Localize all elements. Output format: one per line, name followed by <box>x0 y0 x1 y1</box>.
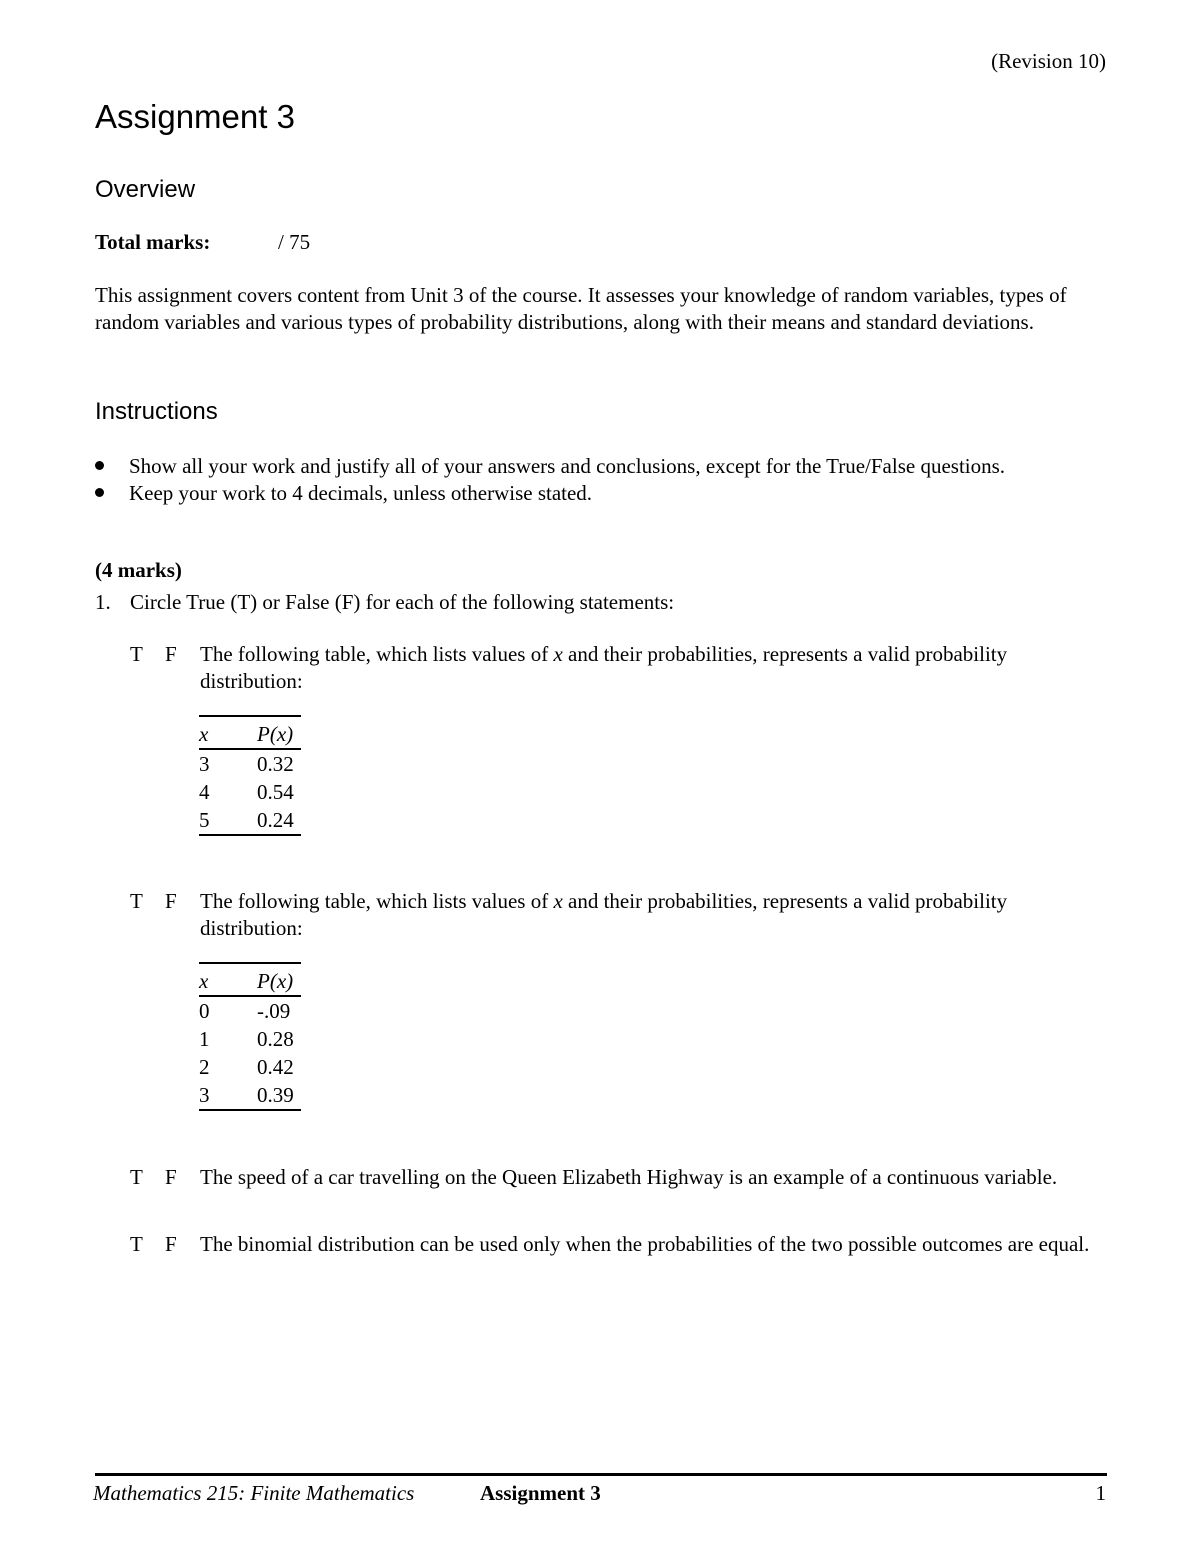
true-option[interactable]: T <box>130 889 143 913</box>
total-marks <box>95 230 310 255</box>
table-row: 0 -.09 <box>199 999 291 1023</box>
table-row: 2 0.42 <box>199 1055 294 1079</box>
table-header-px: P(x) <box>257 963 301 996</box>
page-number: 1 <box>1095 1481 1106 1505</box>
overview-heading: Overview <box>95 176 196 203</box>
statement-text: The speed of a car travelling on the Queen Elizabeth Highway is an example of a continuous variable. <box>200 1165 1058 1189</box>
bullet-icon <box>95 488 104 497</box>
probability-table-1 <box>199 715 301 836</box>
bullet-icon <box>95 461 104 470</box>
tf-statement-1 <box>130 641 1110 695</box>
question-number: 1. <box>95 590 111 614</box>
footer-assignment: Assignment 3 <box>480 1481 601 1505</box>
true-option[interactable]: T <box>130 1165 143 1189</box>
overview-description: This assignment covers content from Unit 3 of the course. It assesses your knowledge of random variables, types of random variables and various types of probability distributions, along with their means and standard deviations. <box>95 283 1067 334</box>
document-title: Assignment 3 <box>95 98 295 135</box>
question-marks: (4 marks) <box>95 558 182 582</box>
instructions-heading: Instructions <box>95 398 218 425</box>
instruction-item: Keep your work to 4 decimals, unless otherwise stated. <box>95 480 1110 507</box>
table-row: 5 0.24 <box>199 808 294 832</box>
probability-table-2 <box>199 962 301 1111</box>
question-prompt: 1. Circle True (T) or False (F) for each of the following statements: <box>95 590 675 614</box>
tf-statement-4 <box>130 1231 1110 1258</box>
table-row: 3 0.32 <box>199 752 294 776</box>
table-header-px: P(x) <box>257 716 301 749</box>
total-marks-label: Total marks: <box>95 230 211 254</box>
statement-text: The following table, which lists values of x and their probabilities, represents a valid probability distribution: <box>200 642 1008 693</box>
footer-course: Mathematics 215: Finite Mathematics <box>93 1481 415 1505</box>
total-marks-value: / 75 <box>278 230 311 254</box>
false-option[interactable]: F <box>165 642 177 666</box>
revision-label: (Revision 10) <box>991 49 1106 73</box>
false-option[interactable]: F <box>165 1232 177 1256</box>
table-row: 1 0.28 <box>199 1027 294 1051</box>
table-header-x: x <box>199 716 257 749</box>
true-option[interactable]: T <box>130 642 143 666</box>
false-option[interactable]: F <box>165 1165 177 1189</box>
table-row: 4 0.54 <box>199 780 294 804</box>
statement-text: The following table, which lists values of x and their probabilities, represents a valid probability distribution: <box>200 889 1008 940</box>
instructions-list <box>95 453 1110 507</box>
footer-divider <box>95 1473 1107 1476</box>
tf-statement-2 <box>130 888 1110 942</box>
instruction-item: Show all your work and justify all of your answers and conclusions, except for the True/False questions. <box>95 453 1110 480</box>
table-row: 3 0.39 <box>199 1083 294 1107</box>
statement-text: The binomial distribution can be used only when the probabilities of the two possible outcomes are equal. <box>200 1232 1090 1256</box>
tf-statement-3 <box>130 1164 1110 1191</box>
table-header-x: x <box>199 963 257 996</box>
false-option[interactable]: F <box>165 889 177 913</box>
true-option[interactable]: T <box>130 1232 143 1256</box>
